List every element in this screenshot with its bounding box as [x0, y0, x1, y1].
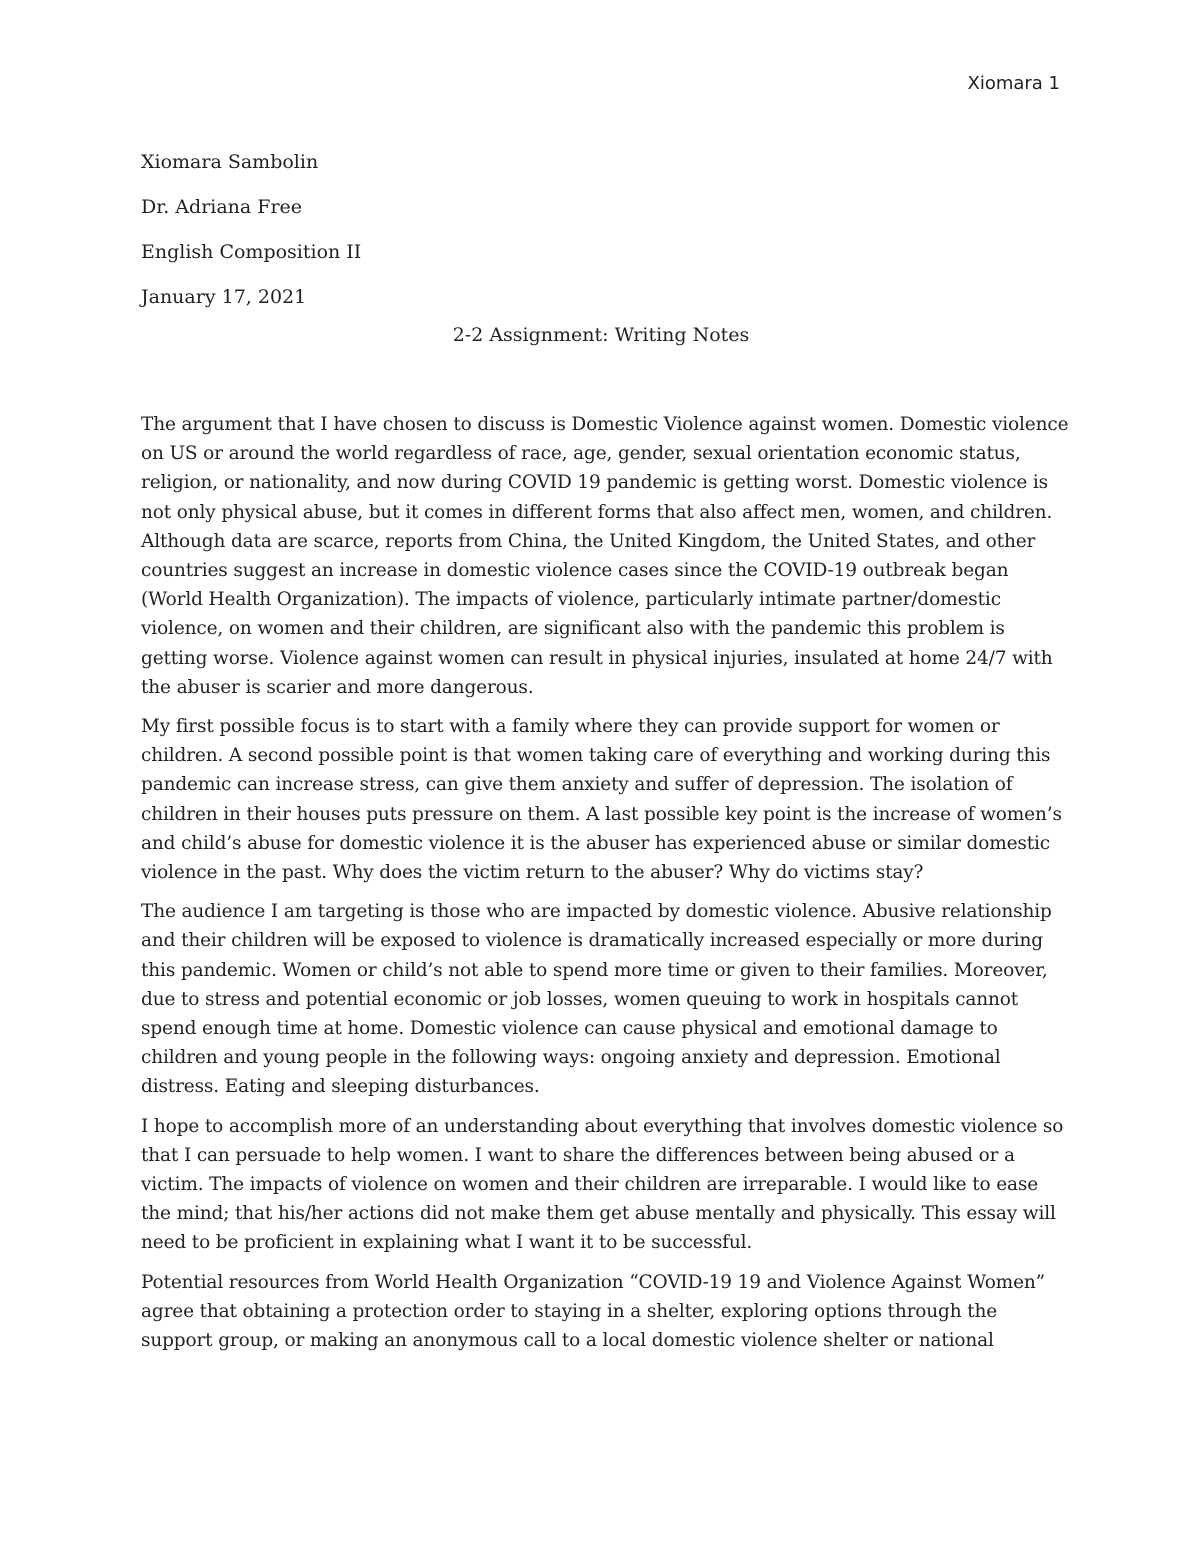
paragraph-audience: The audience I am targeting is those who are impacted by domestic violence. Abusive relationship and their children will be exposed to violence is dramatically increased especially or more during this pandemic. Women or child’s not able to spend more time or given to their families. Moreover, due to stress and potential economic or job losses, women queuing to work in hospitals cannot spend enough time at home. Domestic violence can cause physical and emotional damage to children and young people in the following ways: ongoing anxiety and depression. Emotional distress. Eating and sleeping disturbances.: [141, 901, 1052, 1098]
instructor-name: Dr. Adriana Free: [141, 196, 303, 218]
running-header: Xiomara 1: [967, 73, 1060, 94]
paragraph-focus: My first possible focus is to start with a family where they can provide support for women or children. A second possible point is that women taking care of everything and working during this pandemic can increase stress, can give them anxiety and suffer of depression. The isolation of children in their houses puts pressure on them. A last possible key point is the increase of women’s and child’s abuse for domestic violence it is the abuser has experienced abuse or similar domestic violence in the past. Why does the victim return to the abuser? Why do victims stay?: [141, 716, 1062, 884]
paragraph-goals: I hope to accomplish more of an understanding about everything that involves domestic violence so that I can persuade to help women. I want to share the differences between being abused or a victim. The impacts of violence on women and their children are irreparable. I would like to ease the mind; that his/her actions did not make them get abuse mentally and physically. This essay will need to be proficient in explaining what I want it to be successful.: [141, 1115, 1064, 1254]
paragraph-resources: Potential resources from World Health Organization “COVID-19 19 and Violence Against Women” agree that obtaining a protection order to staying in a shelter, exploring options through the support group, or making an anonymous call to a local domestic violence shelter or national: [141, 1271, 1045, 1352]
paragraph-argument: The argument that I have chosen to discuss is Domestic Violence against women. Domestic violence on US or around the world regardless of race, age, gender, sexual orientation economic status, religion, or nationality, and now during COVID 19 pandemic is getting worst. Domestic violence is not only physical abuse, but it comes in different forms that also affect men, women, and children. Although data are scarce, reports from China, the United Kingdom, the United States, and other countries suggest an increase in domestic violence cases since the COVID-19 outbreak began (World Health Organization). The impacts of violence, particularly intimate partner/domestic violence, on women and their children, are significant also with the pandemic this problem is getting worse. Violence against women can result in physical injuries, insulated at home 24/7 with the abuser is scarier and more dangerous.: [141, 414, 1069, 698]
mla-heading: [141, 140, 1061, 320]
student-name: Xiomara Sambolin: [141, 151, 319, 173]
document-body: [141, 410, 1069, 1365]
document-date: January 17, 2021: [141, 286, 307, 308]
document-title: 2-2 Assignment: Writing Notes: [452, 324, 750, 346]
course-name: English Composition II: [141, 241, 362, 263]
